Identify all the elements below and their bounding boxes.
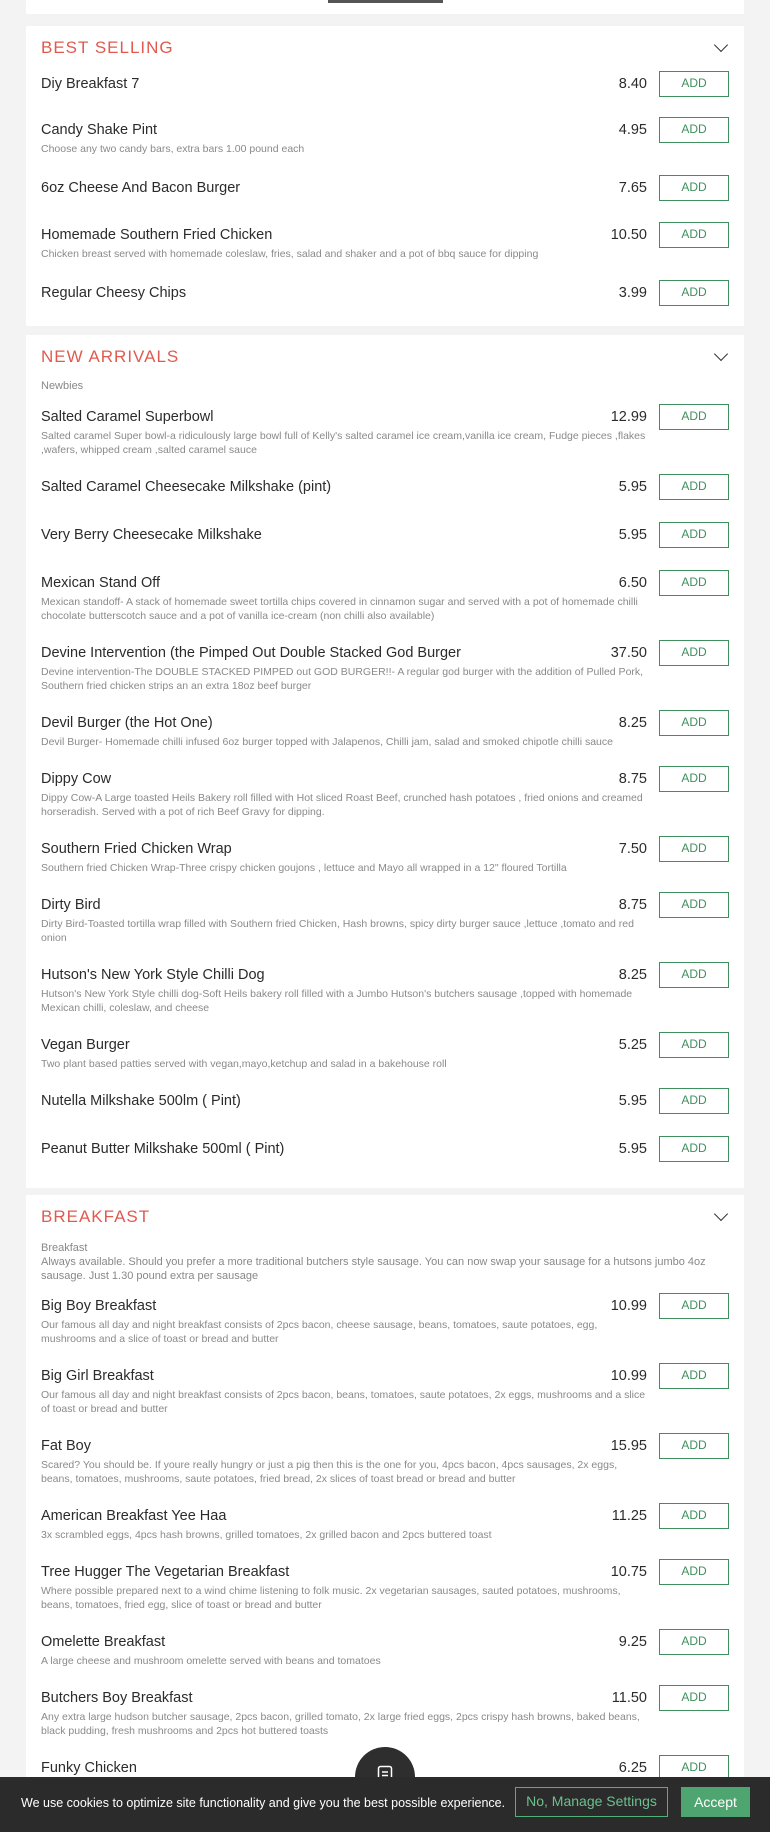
item-description: Devil Burger- Homemade chilli infused 6oz burger topped with Jalapenos, Chilli jam, salad and smoked chipotle chilli sauce bbox=[41, 736, 613, 748]
item-price: 3.99 bbox=[618, 285, 647, 301]
item-description: Our famous all day and night breakfast consists of 2pcs bacon, cheese sausage, beans, tomatoes, saute potatoes, egg, mushrooms and a slice of toast or bread and butter bbox=[41, 1319, 598, 1345]
item-price: 7.50 bbox=[618, 841, 647, 857]
section-title: NEW ARRIVALS bbox=[41, 347, 180, 366]
add-button[interactable]: ADD bbox=[659, 175, 729, 201]
item-name: Devil Burger (the Hot One) bbox=[41, 715, 213, 731]
item-name: Hutson's New York Style Chilli Dog bbox=[41, 967, 265, 983]
item-price: 8.25 bbox=[618, 967, 647, 983]
item-description: Where possible prepared next to a wind chime listening to folk music. 2x vegetarian sausages, sauted potatoes, mushrooms, beans, tomatoes, fried egg, slice of toast or bread and butter bbox=[41, 1585, 621, 1611]
section-subtitle: Newbies bbox=[41, 380, 84, 392]
item-price: 37.50 bbox=[610, 645, 647, 661]
item-description: Choose any two candy bars, extra bars 1.00 pound each bbox=[41, 143, 305, 155]
item-price: 5.95 bbox=[618, 527, 647, 543]
item-name: Nutella Milkshake 500lm ( Pint) bbox=[41, 1093, 241, 1109]
item-name: Southern Fried Chicken Wrap bbox=[41, 841, 232, 857]
add-button[interactable]: ADD bbox=[659, 1559, 729, 1585]
item-description: A large cheese and mushroom omelette served with beans and tomatoes bbox=[41, 1655, 381, 1667]
item-price: 8.75 bbox=[618, 771, 647, 787]
item-price: 10.75 bbox=[610, 1564, 647, 1580]
item-name: Very Berry Cheesecake Milkshake bbox=[41, 527, 262, 543]
add-button[interactable]: ADD bbox=[659, 1088, 729, 1114]
add-button[interactable]: ADD bbox=[659, 892, 729, 918]
add-button[interactable]: ADD bbox=[659, 1629, 729, 1655]
item-name: Dirty Bird bbox=[41, 897, 101, 913]
add-button[interactable]: ADD bbox=[659, 522, 729, 548]
item-name: Mexican Stand Off bbox=[41, 575, 161, 591]
item-price: 9.25 bbox=[618, 1634, 647, 1650]
item-name: Candy Shake Pint bbox=[41, 122, 158, 138]
item-price: 8.25 bbox=[618, 715, 647, 731]
item-price: 10.99 bbox=[610, 1298, 647, 1314]
section-title: BREAKFAST bbox=[41, 1207, 151, 1226]
section-note: Always available. Should you prefer a more traditional butchers style sausage. You can now swap your sausage for a hutsons jumbo 4oz sausage. Just 1.30 pound extra per sausage bbox=[41, 1256, 706, 1282]
item-name: Funky Chicken bbox=[41, 1760, 137, 1776]
item-name: Regular Cheesy Chips bbox=[41, 285, 187, 301]
add-button[interactable]: ADD bbox=[659, 766, 729, 792]
add-button[interactable]: ADD bbox=[659, 1032, 729, 1058]
item-price: 11.50 bbox=[611, 1690, 647, 1706]
add-button[interactable]: ADD bbox=[659, 1503, 729, 1529]
add-button[interactable]: ADD bbox=[659, 1136, 729, 1162]
item-name: Tree Hugger The Vegetarian Breakfast bbox=[41, 1564, 290, 1580]
item-name: Butchers Boy Breakfast bbox=[41, 1690, 193, 1706]
item-name: Big Girl Breakfast bbox=[41, 1368, 154, 1384]
add-button[interactable]: ADD bbox=[659, 570, 729, 596]
item-price: 6.25 bbox=[618, 1760, 647, 1776]
cookie-banner bbox=[0, 1777, 770, 1832]
section-best-selling bbox=[26, 26, 744, 326]
item-price: 8.75 bbox=[618, 897, 647, 913]
item-name: Peanut Butter Milkshake 500ml ( Pint) bbox=[41, 1141, 285, 1157]
item-name: Dippy Cow bbox=[41, 771, 112, 787]
item-price: 5.95 bbox=[618, 1141, 647, 1157]
item-name: Fat Boy bbox=[41, 1438, 91, 1454]
item-price: 5.95 bbox=[618, 479, 647, 495]
item-description: Southern fried Chicken Wrap-Three crispy chicken goujons , lettuce and Mayo all wrapped in a 12" floured Tortilla bbox=[41, 862, 567, 874]
accept-button[interactable]: Accept bbox=[681, 1787, 750, 1817]
item-description: Dippy Cow-A Large toasted Heils Bakery roll filled with Hot sliced Roast Beef, crunched hash potatoes , fried onions and creamed horseradish. Served with a pot of rich Beef Gravy for dipping. bbox=[41, 792, 643, 818]
add-button[interactable]: ADD bbox=[659, 117, 729, 143]
item-name: Diy Breakfast 7 bbox=[41, 76, 140, 92]
item-name: Salted Caramel Superbowl bbox=[41, 409, 214, 425]
section-breakfast bbox=[26, 1195, 744, 1832]
item-name: 6oz Cheese And Bacon Burger bbox=[41, 180, 241, 196]
scroll-indicator bbox=[328, 0, 443, 3]
item-description: Dirty Bird-Toasted tortilla wrap filled with Southern fried Chicken, Hash browns, spicy dirty burger sauce ,lettuce ,tomato and red onion bbox=[41, 918, 634, 944]
add-button[interactable]: ADD bbox=[659, 280, 729, 306]
item-description: Devine intervention-The DOUBLE STACKED PIMPED out GOD BURGER!!- A regular god burger with the addition of Pulled Pork, Southern fried chicken strips an an extra 18oz beef burger bbox=[41, 666, 644, 692]
item-price: 4.95 bbox=[618, 122, 647, 138]
add-button[interactable]: ADD bbox=[659, 1363, 729, 1389]
chevron-down-icon[interactable] bbox=[714, 38, 728, 52]
item-description: Two plant based patties served with vegan,mayo,ketchup and salad in a bakehouse roll bbox=[41, 1058, 447, 1070]
item-name: Omelette Breakfast bbox=[41, 1634, 166, 1650]
section-new-arrivals bbox=[26, 335, 744, 1188]
item-description: Salted caramel Super bowl-a ridiculously large bowl full of Kelly's salted caramel ice cream,vanilla ice cream, Fudge pieces ,flakes ,wafers, whipped cream ,salted caramel sauce bbox=[41, 430, 646, 456]
item-name: Homemade Southern Fried Chicken bbox=[41, 227, 273, 243]
manage-settings-button[interactable]: No, Manage Settings bbox=[515, 1787, 668, 1817]
add-button[interactable]: ADD bbox=[659, 71, 729, 97]
add-button[interactable]: ADD bbox=[659, 1755, 729, 1781]
item-price: 5.25 bbox=[618, 1037, 647, 1053]
add-button[interactable]: ADD bbox=[659, 474, 729, 500]
chevron-down-icon[interactable] bbox=[714, 347, 728, 361]
section-title: BEST SELLING bbox=[41, 38, 174, 57]
add-button[interactable]: ADD bbox=[659, 222, 729, 248]
add-button[interactable]: ADD bbox=[659, 1685, 729, 1711]
item-price: 11.25 bbox=[611, 1508, 647, 1524]
add-button[interactable]: ADD bbox=[659, 1293, 729, 1319]
section-subtitle: Breakfast bbox=[41, 1242, 88, 1254]
item-price: 10.50 bbox=[610, 227, 647, 243]
item-price: 5.95 bbox=[618, 1093, 647, 1109]
item-description: Hutson's New York Style chilli dog-Soft Heils bakery roll filled with a Jumbo Hutson's butchers sausage ,topped with homemade Mexican chilli, coleslaw, and cheese bbox=[41, 988, 633, 1014]
add-button[interactable]: ADD bbox=[659, 710, 729, 736]
item-description: Our famous all day and night breakfast consists of 2pcs bacon, beans, tomatoes, saute potatoes, 2x eggs, mushrooms and a slice of toast or bread and butter bbox=[41, 1389, 646, 1415]
item-name: Devine Intervention (the Pimped Out Double Stacked God Burger bbox=[41, 645, 461, 661]
add-button[interactable]: ADD bbox=[659, 640, 729, 666]
cookie-message: We use cookies to optimize site functionality and give you the best possible experience. bbox=[21, 1796, 506, 1810]
item-description: Any extra large hudson butcher sausage, 2pcs bacon, grilled tomato, 2x large fried eggs, 2pcs crispy hash browns, baked beans, black pudding, fresh mushrooms and 2pcs hot buttered toasts bbox=[41, 1711, 640, 1737]
add-button[interactable]: ADD bbox=[659, 404, 729, 430]
add-button[interactable]: ADD bbox=[659, 836, 729, 862]
previous-section-strip bbox=[26, 0, 744, 14]
add-button[interactable]: ADD bbox=[659, 962, 729, 988]
item-price: 15.95 bbox=[610, 1438, 647, 1454]
item-name: Big Boy Breakfast bbox=[41, 1298, 157, 1314]
add-button[interactable]: ADD bbox=[659, 1433, 729, 1459]
item-description: Scared? You should be. If youre really hungry or just a pig then this is the one for you, 4pcs bacon, 4pcs sausages, 2x eggs, beans, tomatoes, mushrooms, saute potatoes, fried bread, 2x slices of toast bread or bread and butter bbox=[41, 1459, 618, 1485]
item-price: 8.40 bbox=[618, 76, 647, 92]
item-name: Salted Caramel Cheesecake Milkshake (pint) bbox=[41, 479, 332, 495]
item-price: 12.99 bbox=[610, 409, 647, 425]
chevron-down-icon[interactable] bbox=[714, 1207, 728, 1221]
item-price: 10.99 bbox=[610, 1368, 647, 1384]
item-name: American Breakfast Yee Haa bbox=[41, 1508, 227, 1524]
item-price: 7.65 bbox=[618, 180, 647, 196]
item-description: Chicken breast served with homemade coleslaw, fries, salad and shaker and a pot of bbq sauce for dipping bbox=[41, 248, 539, 260]
item-description: 3x scrambled eggs, 4pcs hash browns, grilled tomatoes, 2x grilled bacon and 2pcs buttered toast bbox=[41, 1529, 492, 1541]
item-description: Mexican standoff- A stack of homemade sweet tortilla chips covered in cinnamon sugar and served with a pot of homemade chilli chocolate butterscotch sauce and a pot of vanilla ice-cream (non chilli also available) bbox=[41, 596, 638, 622]
item-price: 6.50 bbox=[618, 575, 647, 591]
item-name: Vegan Burger bbox=[41, 1037, 130, 1053]
